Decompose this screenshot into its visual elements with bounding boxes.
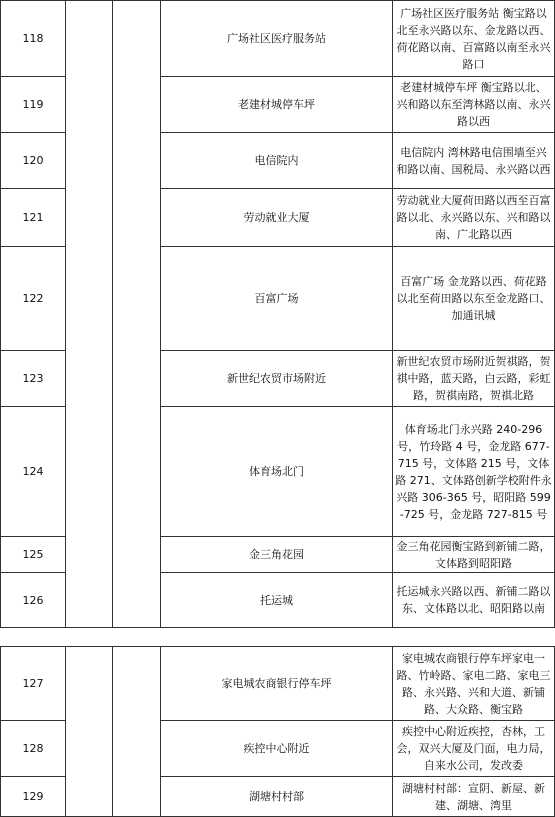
row-number: 129 xyxy=(1,777,66,817)
merged-column-a xyxy=(66,1,113,628)
row-number: 118 xyxy=(1,1,66,77)
site-address: 金三角花园衡宝路到新铺二路，文体路到昭阳路 xyxy=(393,537,555,573)
row-number: 122 xyxy=(1,247,66,351)
site-name: 广场社区医疗服务站 xyxy=(161,1,393,77)
site-address: 托运城永兴路以西、新铺二路以东、文体路以北、昭阳路以南 xyxy=(393,573,555,628)
site-address: 家电城农商银行停车坪家电一路、竹岭路、家电二路、家电三路、永兴路、兴和大道、新铺路、大众路、衡宝路 xyxy=(393,647,555,721)
table-row xyxy=(1,647,555,721)
row-number: 128 xyxy=(1,721,66,777)
site-name: 金三角花园 xyxy=(161,537,393,573)
row-number: 123 xyxy=(1,351,66,407)
site-address: 疾控中心附近疾控，杏林，工会，双兴大厦及门面，电力局，自来水公司，发改委 xyxy=(393,721,555,777)
row-number: 121 xyxy=(1,189,66,247)
page-break-gap xyxy=(0,628,511,646)
site-address: 劳动就业大厦荷田路以西至百富路以北、永兴路以东、兴和路以南、广北路以西 xyxy=(393,189,555,247)
site-name: 劳动就业大厦 xyxy=(161,189,393,247)
table-part-2 xyxy=(0,646,555,817)
site-name: 家电城农商银行停车坪 xyxy=(161,647,393,721)
site-address: 新世纪农贸市场附近贺祺路，贺祺中路，蓝天路，白云路，彩虹路，贺祺南路，贺祺北路 xyxy=(393,351,555,407)
row-number: 124 xyxy=(1,407,66,537)
site-name: 湖塘村村部 xyxy=(161,777,393,817)
site-address: 体育场北门永兴路 240-296 号，竹玲路 4 号，金龙路 677-715 号，文体路 215 号，文体路 271、文体路创新学校附件永兴路 306-365 号，昭阳路 599-725 号，金龙路 727-815 号 xyxy=(393,407,555,537)
site-name: 体育场北门 xyxy=(161,407,393,537)
site-name: 百富广场 xyxy=(161,247,393,351)
row-number: 120 xyxy=(1,133,66,189)
table-row xyxy=(1,1,555,77)
site-address: 湖塘村村部：宣阴、新屋、新建、湖塘、湾里 xyxy=(393,777,555,817)
site-name: 新世纪农贸市场附近 xyxy=(161,351,393,407)
site-name: 老建材城停车坪 xyxy=(161,77,393,133)
row-number: 126 xyxy=(1,573,66,628)
site-name: 疾控中心附近 xyxy=(161,721,393,777)
site-name: 托运城 xyxy=(161,573,393,628)
site-address: 百富广场 金龙路以西、荷花路以北至荷田路以东至金龙路口、加通讯城 xyxy=(393,247,555,351)
row-number: 119 xyxy=(1,77,66,133)
row-number: 125 xyxy=(1,537,66,573)
row-number: 127 xyxy=(1,647,66,721)
merged-column-b xyxy=(113,647,161,817)
site-address: 老建材城停车坪 衡宝路以北、兴和路以东至湾林路以南、永兴路以西 xyxy=(393,77,555,133)
site-name: 电信院内 xyxy=(161,133,393,189)
site-address: 广场社区医疗服务站 衡宝路以北至永兴路以东、金龙路以西、荷花路以南、百富路以南至永兴路口 xyxy=(393,1,555,77)
site-address: 电信院内 湾林路电信围墙至兴和路以南、国税局、永兴路以西 xyxy=(393,133,555,189)
merged-column-b xyxy=(113,1,161,628)
merged-column-a xyxy=(66,647,113,817)
